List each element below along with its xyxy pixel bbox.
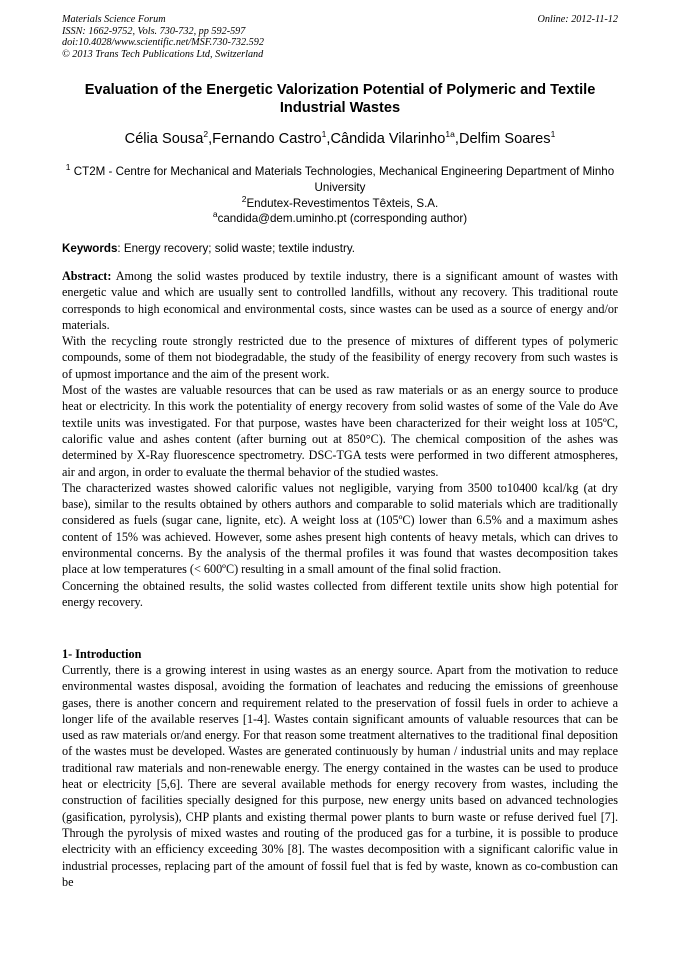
affiliation-1 [62, 164, 618, 195]
email-mark: a [212, 209, 218, 220]
author-affiliation-mark: 1 [321, 129, 327, 140]
keywords-label: Keywords [62, 242, 118, 255]
keywords-text: : Energy recovery; solid waste; textile industry. [117, 242, 355, 255]
introduction-paragraph: Currently, there is a growing interest in using wastes as an energy source. Apart from the motivation to reduce environmental wastes disposal, avoiding the formation of leachates and reducing the emissions of greenhouse gases, there is another concern and requirement related to the preservation of fossil fuels in order to achieve a longer life of the available reserves [1-4]. Wastes contain significant amounts of valuable resources that can be used as raw materials or/and energy. For that reason some treatment alternatives to the traditional final deposition of the wastes must be developed. Wastes are generated continuously by human / industrial units and may replace traditional raw materials and non-renewable energy. The energy contained in the wastes can be used to produce heat or electricity [5,6]. There are several available methods for energy recovery from wastes, including the construction of facilities specially designed for this purpose, new energy units based on advanced technologies (gasification, pyrolysis), CHP plants and existing thermal power plants to burn waste or refuse derived fuel [7]. Through the pyrolysis of mixed wastes and routing of the produced gas for a turbine, it is possible to produce electricity with an efficiency exceeding 30% [8]. The wastes decomposition with a significant calorific value in industrial processes, replacing part of the amount of fossil fuel that is fed by waste, known as co-combustion can be [62, 663, 618, 889]
journal-name: Materials Science Forum [62, 14, 166, 25]
abstract-paragraph: Abstract: Among the solid wastes produced by textile industry, there is a significant amount of wastes with energetic value and which are usually sent to controlled landfills, without any recovery. This traditional route corresponds to high economical and environmental costs, since wastes can be used as a source of energy and/or materials. [62, 269, 618, 332]
journal-header [62, 14, 618, 60]
issn-line: ISSN: 1662-9752, Vols. 730-732, pp 592-597 [62, 25, 246, 37]
abstract-paragraph: Most of the wastes are valuable resources that can be used as raw materials or as an energy source to produce heat or electricity. In this work the potentiality of energy recovery from solid wastes of some of the Vale do Ave textile units was investigated. For that purpose, wastes have been characterized for their weight loss at 105ºC, calorific value and ashes content (after burning out at 850°C). The chemical composition of the ashes was determined by X-Ray fluorescence spectrometry. DSC-TGA tests were performed in two different atmospheres, air and argon, in order to evaluate the thermal behavior of the studied wastes. [62, 383, 618, 479]
author-name: Célia Sousa [124, 131, 204, 147]
author-list: Célia Sousa$^2$,Fernando Castro$^1$,Cândida Vilarinho$^{1a}$,Delfim Soares$^1$ [124, 129, 556, 147]
author-name: Fernando Castro [212, 131, 322, 147]
author-name: Cândida Vilarinho [330, 131, 446, 147]
abstract-paragraph: The characterized wastes showed calorific values not negligible, varying from 3500 to10400 kcal/kg (at dry base), similar to the results obtained by others authors and comparable to solid materials which are traditionally considered as fuels (sugar cane, lignite, etc). A weight loss at (105ºC) lower than 6.5% and a maximum ashes content of 15% was achieved. However, some ashes present high contents of heavy metals, which can drives to environmental concerns. By the analysis of the thermal profiles it was found that wastes decomposition takes place at low temperatures (< 600ºC) resulting in a small amount of the final solid fraction. [62, 480, 618, 577]
affiliation-text: CT2M - Centre for Mechanical and Materials Technologies, Mechanical Engineering Department of Minho University [73, 165, 615, 194]
abstract-label: Abstract: [62, 269, 112, 283]
doi-line: doi:10.4028/www.scientific.net/MSF.730-732.592 [62, 37, 264, 49]
abstract [62, 268, 618, 610]
author-name: Delfim Soares [458, 131, 551, 147]
online-date: Online: 2012-11-12 [537, 14, 618, 25]
email-text: candida@dem.uminho.pt (corresponding author) [217, 212, 468, 225]
affiliation-mark: 2 [241, 194, 247, 205]
corresponding-email [62, 211, 618, 227]
keywords-line [62, 241, 618, 256]
copyright-line: © 2013 Trans Tech Publications Ltd, Switzerland [62, 48, 264, 60]
affiliation-2 [62, 196, 618, 212]
author-affiliation-mark: 1a [445, 129, 455, 140]
section-heading: 1- Introduction [62, 647, 142, 661]
affiliation-mark: 1 [65, 162, 71, 173]
abstract-paragraph: With the recycling route strongly restricted due to the presence of mixtures of different types of polymeric compounds, some of them not biodegradable, the study of the feasibility of energy recovery from such wastes is of upmost importance and the aim of the present work. [62, 334, 618, 381]
affiliation-text: Endutex-Revestimentos Têxteis, S.A. [246, 197, 439, 210]
author-affiliation-mark: 2 [203, 129, 209, 140]
author-affiliation-mark: 1 [550, 129, 556, 140]
paper-title: Evaluation of the Energetic Valorization Potential of Polymeric and Textile Industrial Wastes [84, 82, 596, 116]
abstract-paragraph: Concerning the obtained results, the solid wastes collected from different textile units show high potential for energy recovery. [62, 578, 618, 609]
introduction-body [62, 662, 618, 890]
